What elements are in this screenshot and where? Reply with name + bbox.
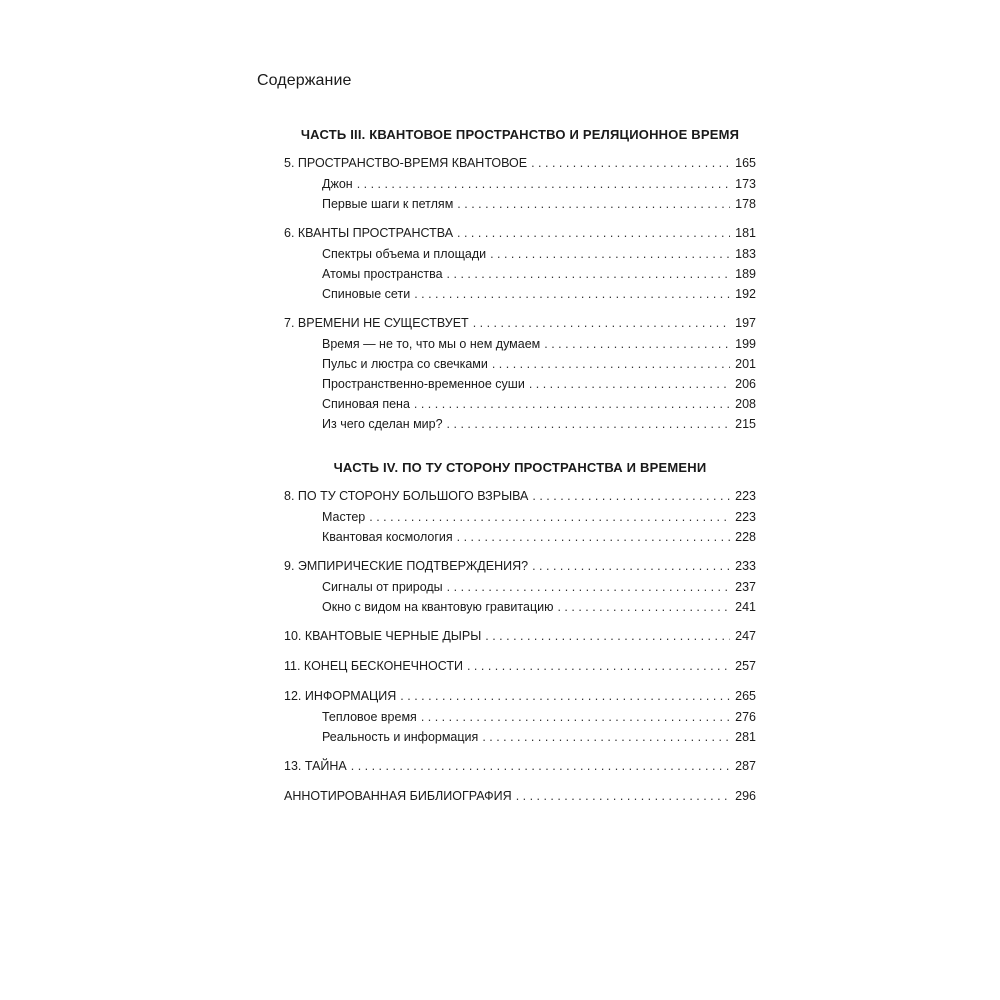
- toc-page-number: 265: [735, 689, 756, 703]
- toc-page-number: 165: [735, 156, 756, 170]
- dot-leader: [421, 710, 730, 724]
- toc-page-number: 223: [735, 510, 756, 524]
- toc-page-number: 257: [735, 659, 756, 673]
- part-4-title: ЧАСТЬ IV. ПО ТУ СТОРОНУ ПРОСТРАНСТВА И ВРЕМЕНИ: [333, 460, 707, 475]
- toc-page-number: 223: [735, 489, 756, 503]
- dot-leader: [532, 489, 730, 503]
- toc-page-number: 189: [735, 267, 756, 281]
- toc-entry-title: Атомы пространства: [322, 267, 443, 281]
- dot-leader: [532, 559, 730, 573]
- toc-section[interactable]: [322, 710, 756, 728]
- dot-leader: [447, 580, 730, 594]
- toc-entry-title: 6. КВАНТЫ ПРОСТРАНСТВА: [284, 226, 454, 240]
- toc-page-number: 173: [735, 177, 756, 191]
- toc-entry-title: Мастер: [322, 510, 366, 524]
- dot-leader: [457, 197, 730, 211]
- toc-chapter-11[interactable]: [284, 659, 756, 677]
- toc-entry-title: Пульс и люстра со свечками: [322, 357, 488, 371]
- toc-section[interactable]: [322, 600, 756, 618]
- toc-entry-title: 11. КОНЕЦ БЕСКОНЕЧНОСТИ: [284, 659, 463, 673]
- toc-entry-title: АННОТИРОВАННАЯ БИБЛИОГРАФИЯ: [284, 789, 512, 803]
- part-3-title: ЧАСТЬ III. КВАНТОВОЕ ПРОСТРАНСТВО И РЕЛЯЦИОННОЕ ВРЕМЯ: [300, 127, 740, 142]
- toc-page-number: 181: [735, 226, 756, 240]
- dot-leader: [492, 357, 730, 371]
- toc-section[interactable]: [322, 247, 756, 265]
- toc-bibliography[interactable]: [284, 789, 756, 807]
- dot-leader: [414, 397, 730, 411]
- toc-chapter-7[interactable]: [284, 316, 756, 334]
- toc-chapter-6[interactable]: [284, 226, 756, 244]
- toc-page-number: 241: [735, 600, 756, 614]
- dot-leader: [544, 337, 730, 351]
- toc-section[interactable]: [322, 337, 756, 355]
- toc-chapter-9[interactable]: [284, 559, 756, 577]
- dot-leader: [473, 316, 730, 330]
- toc-entry-title: Пространственно-временное суши: [322, 377, 525, 391]
- toc-section[interactable]: [322, 377, 756, 395]
- toc-section[interactable]: [322, 197, 756, 215]
- toc-section[interactable]: [322, 177, 756, 195]
- toc-page-number: 281: [735, 730, 756, 744]
- toc-page-number: 201: [735, 357, 756, 371]
- toc-section[interactable]: [322, 730, 756, 748]
- toc-section[interactable]: [322, 530, 756, 548]
- toc-entry-title: 5. ПРОСТРАНСТВО-ВРЕМЯ КВАНТОВОЕ: [284, 156, 528, 170]
- toc-entry-title: 12. ИНФОРМАЦИЯ: [284, 689, 397, 703]
- toc-entry-title: 10. КВАНТОВЫЕ ЧЕРНЫЕ ДЫРЫ: [284, 629, 482, 643]
- toc-section[interactable]: [322, 417, 756, 435]
- toc-chapter-10[interactable]: [284, 629, 756, 647]
- toc-page-number: 215: [735, 417, 756, 431]
- toc-entry-title: Из чего сделан мир?: [322, 417, 443, 431]
- toc-entry-title: Сигналы от природы: [322, 580, 443, 594]
- toc-page-number: 276: [735, 710, 756, 724]
- toc-page-number: 296: [735, 789, 756, 803]
- toc-entry-title: 13. ТАЙНА: [284, 759, 347, 773]
- toc-entry-title: Квантовая космология: [322, 530, 453, 544]
- toc-page-number: 228: [735, 530, 756, 544]
- toc-section[interactable]: [322, 510, 756, 528]
- toc-entry-title: Спиновые сети: [322, 287, 411, 301]
- toc-entry-title: Спектры объема и площади: [322, 247, 487, 261]
- dot-leader: [457, 226, 730, 240]
- dot-leader: [447, 417, 730, 431]
- toc-entry-title: Реальность и информация: [322, 730, 479, 744]
- toc-entry-title: Первые шаги к петлям: [322, 197, 454, 211]
- toc-entry-title: Окно с видом на квантовую гравитацию: [322, 600, 554, 614]
- toc-page-number: 192: [735, 287, 756, 301]
- toc-page-number: 206: [735, 377, 756, 391]
- dot-leader: [485, 629, 730, 643]
- toc-entry-title: Тепловое время: [322, 710, 417, 724]
- dot-leader: [457, 530, 730, 544]
- toc-chapter-12[interactable]: [284, 689, 756, 707]
- toc-section[interactable]: [322, 287, 756, 305]
- toc-page-number: 183: [735, 247, 756, 261]
- dot-leader: [482, 730, 730, 744]
- dot-leader: [490, 247, 730, 261]
- toc-entry-title: 7. ВРЕМЕНИ НЕ СУЩЕСТВУЕТ: [284, 316, 469, 330]
- toc-page-number: 247: [735, 629, 756, 643]
- toc-entry-title: 9. ЭМПИРИЧЕСКИЕ ПОДТВЕРЖДЕНИЯ?: [284, 559, 529, 573]
- toc-chapter-5[interactable]: [284, 156, 756, 174]
- toc-page-number: 197: [735, 316, 756, 330]
- toc-page-number: 287: [735, 759, 756, 773]
- dot-leader: [369, 510, 730, 524]
- dot-leader: [447, 267, 730, 281]
- toc-page-number: 178: [735, 197, 756, 211]
- dot-leader: [357, 177, 730, 191]
- dot-leader: [414, 287, 730, 301]
- dot-leader: [531, 156, 730, 170]
- toc-section[interactable]: [322, 397, 756, 415]
- toc-entry-title: Время — не то, что мы о нем думаем: [322, 337, 541, 351]
- toc-entry-title: Спиновая пена: [322, 397, 410, 411]
- toc-chapter-8[interactable]: [284, 489, 756, 507]
- dot-leader: [516, 789, 730, 803]
- toc-section[interactable]: [322, 267, 756, 285]
- toc-page-number: 199: [735, 337, 756, 351]
- toc-page-number: 233: [735, 559, 756, 573]
- dot-leader: [467, 659, 730, 673]
- dot-leader: [557, 600, 730, 614]
- toc-section[interactable]: [322, 580, 756, 598]
- dot-leader: [529, 377, 730, 391]
- toc-entry-title: 8. ПО ТУ СТОРОНУ БОЛЬШОГО ВЗРЫВА: [284, 489, 529, 503]
- toc-section[interactable]: [322, 357, 756, 375]
- dot-leader: [351, 759, 730, 773]
- toc-entry-title: Джон: [322, 177, 353, 191]
- toc-page-number: 208: [735, 397, 756, 411]
- toc-chapter-13[interactable]: [284, 759, 756, 777]
- running-head: Содержание: [257, 72, 352, 89]
- dot-leader: [400, 689, 730, 703]
- toc-page-number: 237: [735, 580, 756, 594]
